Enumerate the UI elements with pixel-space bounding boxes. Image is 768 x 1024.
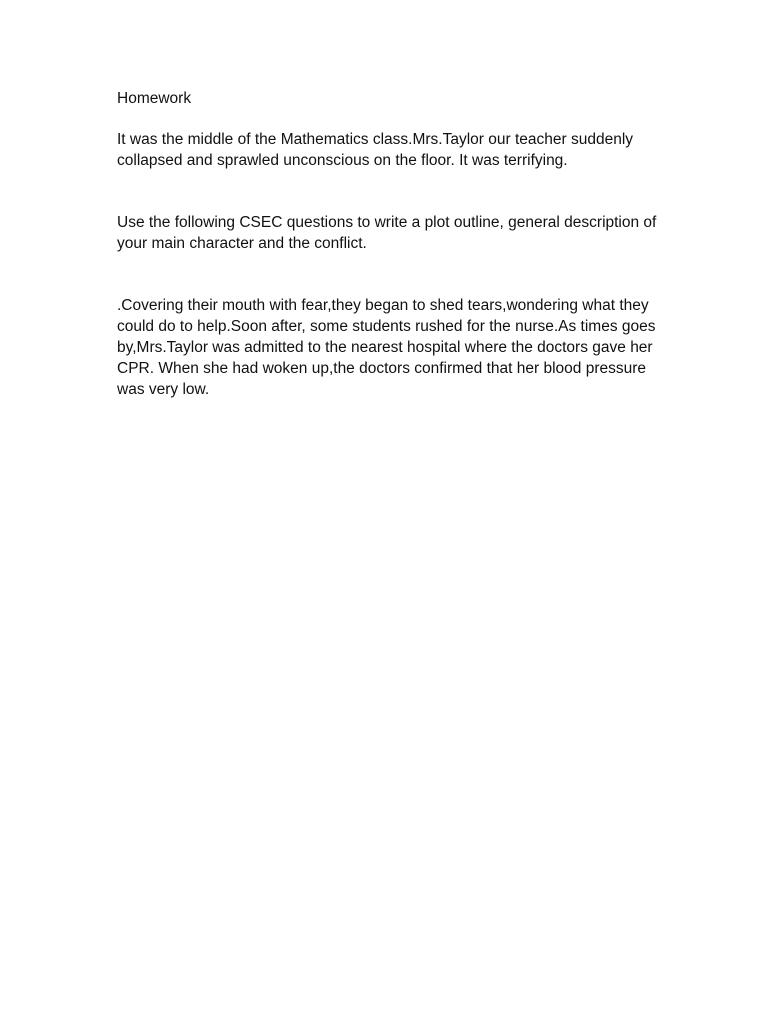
story-prompt-paragraph: It was the middle of the Mathematics class.Mrs.Taylor our teacher suddenly collapsed and sprawled unconscious on the floor. It was terrifying. [117, 131, 634, 169]
document-title: Homework [117, 90, 192, 107]
instructions-paragraph: Use the following CSEC questions to write a plot outline, general description of your main character and the conflict. [117, 214, 657, 252]
story-continuation-paragraph: .Covering their mouth with fear,they began to shed tears,wondering what they could do to help.Soon after, some students rushed for the nurse.As times goes by,Mrs.Taylor was admitted to the nearest hospital where the doctors gave her CPR. When she had woken up,the doctors confirmed that her blood pressure was very low. [117, 297, 656, 398]
